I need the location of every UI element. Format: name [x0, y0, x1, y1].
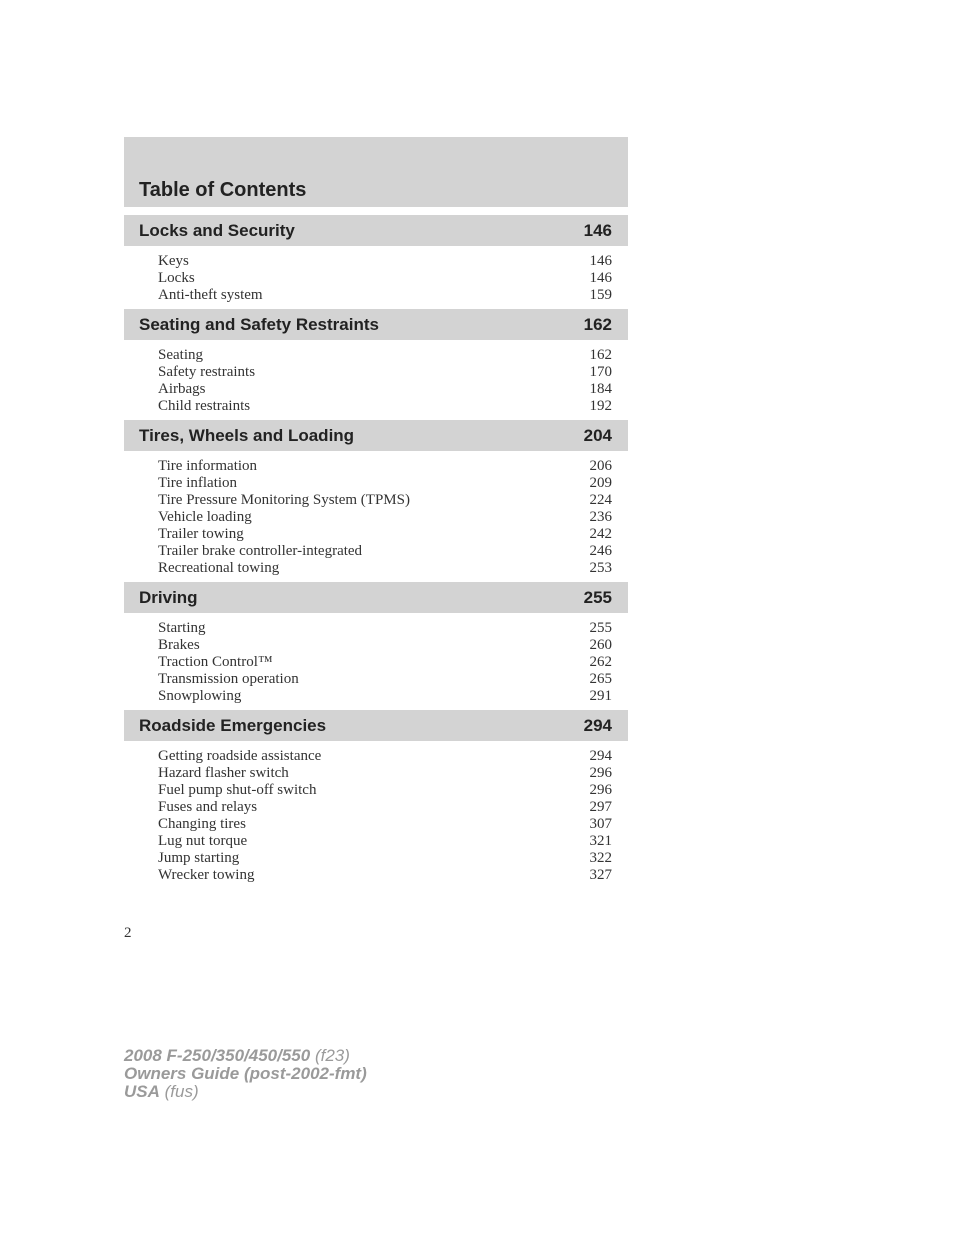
toc-entry[interactable] [158, 543, 612, 560]
entry-page: 246 [589, 543, 612, 559]
footer-line-2 [124, 1065, 367, 1083]
entry-page: 255 [589, 620, 612, 636]
section-page: 162 [583, 314, 612, 334]
entry-label: Changing tires [158, 816, 246, 832]
entry-page: 260 [589, 637, 612, 653]
toc-page [124, 137, 628, 889]
section-heading[interactable] [124, 215, 628, 246]
entry-page: 224 [589, 492, 612, 508]
toc-entry[interactable] [158, 816, 612, 833]
entry-list [124, 246, 628, 309]
entry-page: 307 [589, 816, 612, 832]
section-title: Locks and Security [139, 220, 295, 240]
section-heading[interactable] [124, 420, 628, 451]
entry-page: 294 [589, 748, 612, 764]
entry-label: Trailer towing [158, 526, 244, 542]
entry-page: 253 [589, 560, 612, 576]
toc-entry[interactable] [158, 458, 612, 475]
entry-page: 242 [589, 526, 612, 542]
toc-entry[interactable] [158, 867, 612, 884]
entry-page: 209 [589, 475, 612, 491]
footer-model-code: (f23) [314, 1046, 350, 1065]
entry-page: 192 [589, 398, 612, 414]
entry-label: Traction Control™ [158, 654, 273, 670]
section-page: 204 [583, 425, 612, 445]
entry-page: 296 [589, 782, 612, 798]
entry-label: Tire information [158, 458, 258, 474]
toc-entry[interactable] [158, 748, 612, 765]
toc-section [124, 309, 628, 420]
toc-entry[interactable] [158, 364, 612, 381]
section-title: Tires, Wheels and Loading [139, 425, 355, 445]
entry-label: Starting [158, 620, 206, 636]
toc-entry[interactable] [158, 475, 612, 492]
footer-guide: Owners Guide (post-2002-fmt) [124, 1064, 367, 1083]
toc-entry[interactable] [158, 270, 612, 287]
entry-label: Anti-theft system [158, 287, 263, 303]
entry-list [124, 340, 628, 420]
toc-entry[interactable] [158, 765, 612, 782]
entry-page: 184 [589, 381, 612, 397]
entry-label: Jump starting [158, 850, 240, 866]
toc-entry[interactable] [158, 287, 612, 304]
footer-model: 2008 F-250/350/450/550 [124, 1046, 311, 1065]
entry-page: 297 [589, 799, 612, 815]
entry-label: Snowplowing [158, 688, 242, 704]
toc-entry[interactable] [158, 398, 612, 415]
section-heading[interactable] [124, 710, 628, 741]
footer-line-1 [124, 1047, 367, 1065]
toc-entry[interactable] [158, 782, 612, 799]
entry-label: Fuses and relays [158, 799, 258, 815]
toc-entry[interactable] [158, 347, 612, 364]
page-number: 2 [124, 925, 132, 941]
toc-entry[interactable] [158, 671, 612, 688]
entry-page: 296 [589, 765, 612, 781]
toc-entry[interactable] [158, 833, 612, 850]
toc-entry[interactable] [158, 381, 612, 398]
section-title: Seating and Safety Restraints [139, 314, 379, 334]
footer-region: USA [124, 1082, 160, 1101]
toc-section [124, 582, 628, 710]
toc-entry[interactable] [158, 688, 612, 705]
toc-entry[interactable] [158, 560, 612, 577]
entry-label: Safety restraints [158, 364, 256, 380]
entry-page: 236 [589, 509, 612, 525]
entry-label: Locks [158, 270, 195, 286]
section-heading[interactable] [124, 582, 628, 613]
toc-entry[interactable] [158, 253, 612, 270]
toc-entry[interactable] [158, 799, 612, 816]
entry-list [124, 741, 628, 889]
entry-label: Tire inflation [158, 475, 238, 491]
entry-label: Airbags [158, 381, 206, 397]
toc-entry[interactable] [158, 654, 612, 671]
entry-page: 170 [589, 364, 612, 380]
toc-section [124, 215, 628, 309]
entry-label: Tire Pressure Monitoring System (TPMS) [158, 492, 410, 508]
toc-entry[interactable] [158, 509, 612, 526]
section-page: 294 [583, 715, 612, 735]
entry-label: Child restraints [158, 398, 251, 414]
entry-page: 265 [589, 671, 612, 687]
footer-line-3 [124, 1083, 367, 1101]
entry-page: 146 [589, 270, 612, 286]
section-title: Roadside Emergencies [139, 715, 327, 735]
entry-page: 159 [589, 287, 612, 303]
entry-list [124, 613, 628, 710]
footer [124, 1047, 367, 1101]
toc-header [124, 137, 628, 207]
entry-page: 291 [589, 688, 612, 704]
toc-sections [124, 215, 628, 889]
entry-page: 146 [589, 253, 612, 269]
section-title: Driving [139, 587, 198, 607]
toc-entry[interactable] [158, 492, 612, 509]
entry-label: Fuel pump shut-off switch [158, 782, 317, 798]
section-page: 146 [583, 220, 612, 240]
entry-label: Brakes [158, 637, 200, 653]
toc-entry[interactable] [158, 526, 612, 543]
entry-label: Keys [158, 253, 189, 269]
entry-label: Lug nut torque [158, 833, 248, 849]
entry-label: Hazard flasher switch [158, 765, 289, 781]
entry-page: 206 [589, 458, 612, 474]
toc-section [124, 710, 628, 889]
section-page: 255 [583, 587, 612, 607]
entry-list [124, 451, 628, 582]
entry-label: Trailer brake controller-integrated [158, 543, 363, 559]
entry-label: Recreational towing [158, 560, 280, 576]
entry-label: Wrecker towing [158, 867, 255, 883]
entry-label: Getting roadside assistance [158, 748, 322, 764]
toc-entry[interactable] [158, 850, 612, 867]
entry-page: 321 [589, 833, 612, 849]
toc-entry[interactable] [158, 637, 612, 654]
entry-label: Transmission operation [158, 671, 299, 687]
toc-section [124, 420, 628, 582]
page-title: Table of Contents [139, 179, 307, 201]
entry-label: Vehicle loading [158, 509, 252, 525]
entry-page: 327 [589, 867, 612, 883]
entry-label: Seating [158, 347, 203, 363]
entry-page: 262 [589, 654, 612, 670]
entry-page: 322 [589, 850, 612, 866]
entry-page: 162 [589, 347, 612, 363]
section-heading[interactable] [124, 309, 628, 340]
toc-entry[interactable] [158, 620, 612, 637]
footer-region-code: (fus) [164, 1082, 199, 1101]
